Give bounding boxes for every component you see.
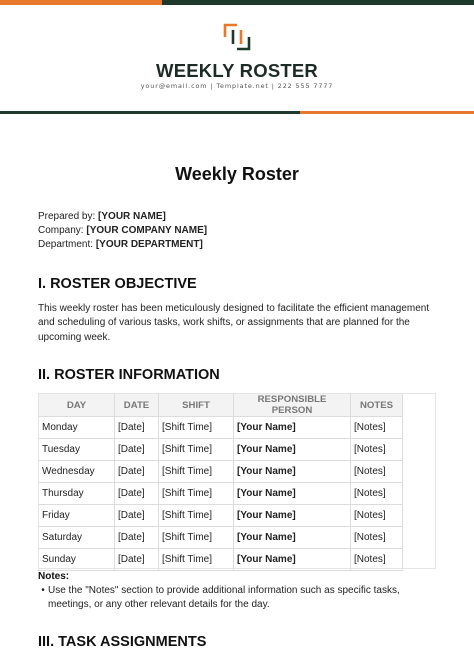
cell-date: [Date] — [115, 461, 159, 483]
cell-day: Tuesday — [39, 439, 115, 461]
meta-department — [38, 238, 207, 252]
cell-date: [Date] — [115, 439, 159, 461]
divider-green — [0, 111, 300, 114]
cell-day: Friday — [39, 505, 115, 527]
bracket-square-logo-icon — [223, 23, 251, 51]
cell-responsible-person: [Your Name] — [234, 417, 351, 439]
cell-date: [Date] — [115, 505, 159, 527]
cell-day: Sunday — [39, 549, 115, 571]
meta-value: [YOUR COMPANY NAME] — [86, 225, 208, 236]
header-divider-bar — [0, 111, 474, 114]
cell-shift: [Shift Time] — [159, 483, 234, 505]
meta-value: [YOUR NAME] — [98, 211, 166, 222]
cell-responsible-person: [Your Name] — [234, 439, 351, 461]
list-item — [38, 584, 438, 612]
cell-shift: [Shift Time] — [159, 505, 234, 527]
contact-line: your@email.com | Template.net | 222 555 7777 — [140, 82, 334, 90]
bullet-icon: • — [41, 585, 45, 596]
cell-day: Saturday — [39, 527, 115, 549]
meta-label: Department: — [38, 239, 94, 250]
cell-responsible-person: [Your Name] — [234, 461, 351, 483]
table-row — [39, 439, 403, 461]
cell-shift: [Shift Time] — [159, 549, 234, 571]
cell-notes: [Notes] — [351, 483, 403, 505]
cell-shift: [Shift Time] — [159, 439, 234, 461]
section-heading-task-assignments: III. TASK ASSIGNMENTS — [38, 634, 207, 650]
cell-day: Wednesday — [39, 461, 115, 483]
cell-shift: [Shift Time] — [159, 527, 234, 549]
meta-label: Prepared by: — [38, 211, 96, 222]
notes-list — [38, 584, 438, 612]
cell-responsible-person: [Your Name] — [234, 549, 351, 571]
section-heading-roster-info: II. ROSTER INFORMATION — [38, 367, 220, 383]
document-meta — [38, 210, 207, 252]
top-accent-green — [162, 0, 474, 5]
table-row — [39, 483, 403, 505]
meta-value: [YOUR DEPARTMENT] — [95, 239, 203, 250]
cell-day: Monday — [39, 417, 115, 439]
column-header-day: DAY — [39, 394, 115, 417]
cell-notes: [Notes] — [351, 527, 403, 549]
table-row — [39, 549, 403, 571]
meta-company — [38, 224, 207, 238]
table-row — [39, 417, 403, 439]
meta-label: Company: — [38, 225, 84, 236]
roster-table — [38, 393, 403, 571]
note-text: Use the "Notes" section to provide additional information such as specific tasks, meetings, or any other relevant details for the day. — [48, 585, 400, 610]
document-title: Weekly Roster — [175, 164, 299, 184]
cell-notes: [Notes] — [351, 461, 403, 483]
table-row — [39, 527, 403, 549]
top-accent-bar — [0, 0, 474, 5]
cell-day: Thursday — [39, 483, 115, 505]
divider-orange — [300, 111, 474, 114]
brand-title: WEEKLY ROSTER — [156, 60, 318, 81]
column-header-responsible-person: RESPONSIBLE PERSON — [234, 394, 351, 417]
notes-label: Notes: — [38, 571, 70, 582]
cell-responsible-person: [Your Name] — [234, 527, 351, 549]
column-header-notes: NOTES — [351, 394, 403, 417]
meta-prepared-by — [38, 210, 207, 224]
column-header-date: DATE — [115, 394, 159, 417]
cell-date: [Date] — [115, 483, 159, 505]
cell-notes: [Notes] — [351, 439, 403, 461]
table-row — [39, 461, 403, 483]
top-accent-orange — [0, 0, 162, 5]
cell-notes: [Notes] — [351, 417, 403, 439]
cell-notes: [Notes] — [351, 505, 403, 527]
section-heading-objective: I. ROSTER OBJECTIVE — [38, 276, 197, 292]
cell-date: [Date] — [115, 549, 159, 571]
table-row — [39, 505, 403, 527]
cell-date: [Date] — [115, 417, 159, 439]
cell-shift: [Shift Time] — [159, 461, 234, 483]
cell-shift: [Shift Time] — [159, 417, 234, 439]
cell-responsible-person: [Your Name] — [234, 483, 351, 505]
column-header-shift: SHIFT — [159, 394, 234, 417]
cell-date: [Date] — [115, 527, 159, 549]
cell-notes: [Notes] — [351, 549, 403, 571]
table-header-row — [39, 394, 403, 417]
objective-paragraph: This weekly roster has been meticulously designed to facilitate the efficient management and scheduling of various tasks, work shifts, or assignments that are planned for the upcoming week. — [38, 303, 430, 343]
cell-responsible-person: [Your Name] — [234, 505, 351, 527]
